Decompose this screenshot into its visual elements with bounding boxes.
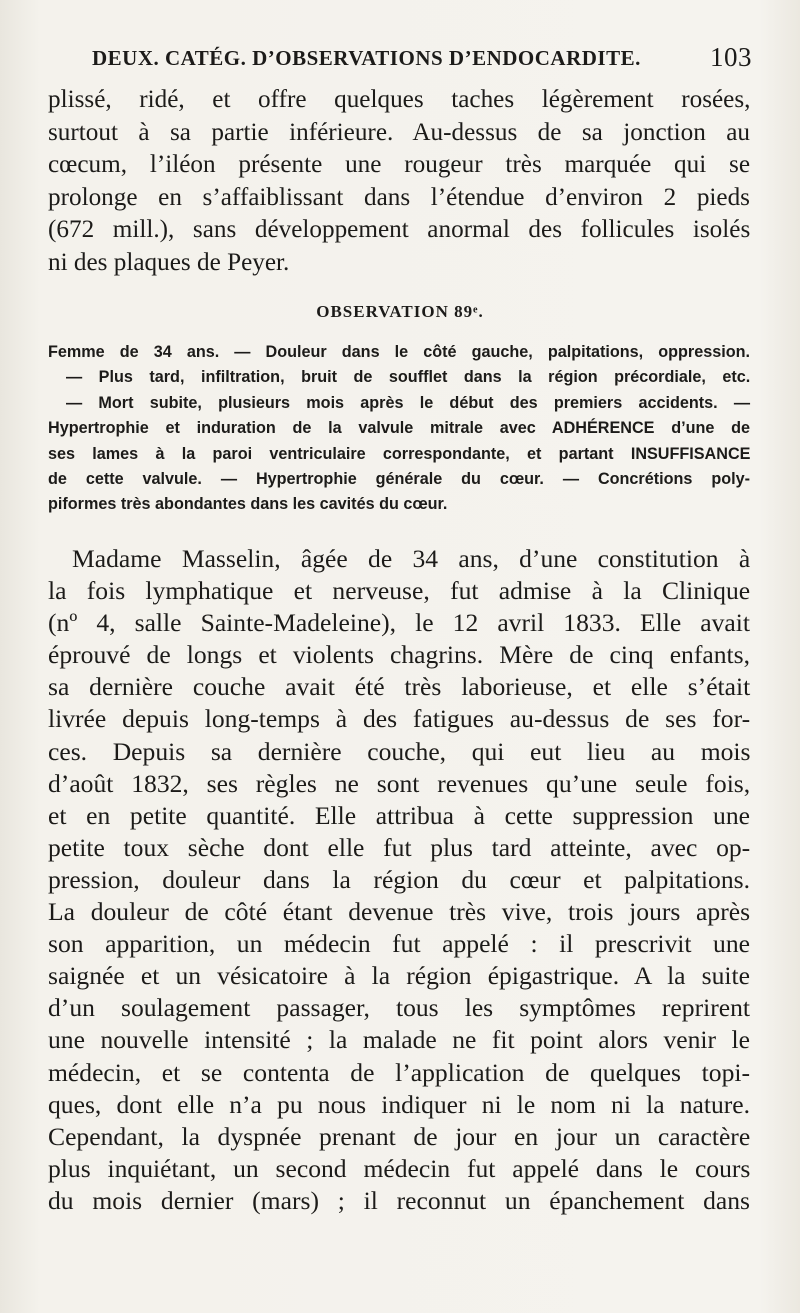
text-line: (672 mill.), sans développement anormal des follicules isolés [48,216,751,244]
summary-line: de cette valvule. — Hypertrophie générale du cœur. — Concrétions poly- [48,470,750,489]
running-head-title: DEUX. CATÉG. D’OBSERVATIONS D’ENDOCARDITE. [92,46,641,70]
observation-summary [48,340,750,518]
text-line: surtout à sa partie inférieure. Au-dessus de sa jonction au [48,118,750,146]
text-line: plissé, ridé, et offre quelques taches légèrement rosées, [48,86,751,113]
summary-line: Hypertrophie et induration de la valvule mitrale avec ADHÉRENCE d’une de [48,419,750,438]
observation-heading: OBSERVATION 89ᵉ. [316,302,484,321]
summary-line: Femme de 34 ans. — Douleur dans le côté gauche, palpitations, oppression. [48,343,750,361]
text-line: Madame Masselin, âgée de 34 ans, d’une constitution à [72,544,751,573]
text-line: prolonge en s’affaiblissant dans l’étendue d’environ 2 pieds [48,183,750,211]
summary-line: piformes très abondantes dans les cavités du cœur. [48,495,448,514]
text-line: éprouvé de longs et violents chagrins. Mère de cinq enfants, [48,640,750,670]
summary-line: — Mort subite, plusieurs mois après le début des premiers accidents. — [66,393,751,412]
text-line: d’août 1832, ses règles ne sont revenues qu’une seule fois, [48,768,751,798]
running-head [92,42,752,78]
text-line: livrée depuis long-temps à des fatigues au-dessus de ses for- [48,704,751,734]
text-line: plus inquiétant, un second médecin fut appelé dans le cours [48,1153,751,1183]
text-line: cœcum, l’iléon présente une rougeur très marquée qui se [48,151,751,179]
text-line: une nouvelle intensité ; la malade ne fit point alors venir le [48,1025,750,1055]
text-line: médecin, et se contenta de l’application de quelques topi- [48,1057,750,1087]
text-line: et en petite quantité. Elle attribua à cette suppression une [48,800,750,830]
case-paragraph [48,543,750,1217]
text-line: ques, dont elle n’a pu nous indiquer ni le nom ni la nature. [48,1089,751,1119]
text-line: pression, douleur dans la région du cœur et palpitations. [48,864,750,894]
text-line: la fois lymphatique et nerveuse, fut admise à la Clinique [48,576,751,606]
page-number: 103 [710,42,752,72]
text-line: ni des plaques de Peyer. [48,248,290,276]
text-line: ces. Depuis sa dernière couche, qui eut lieu au mois [48,736,751,766]
text-line: petite toux sèche dont elle fut plus tard atteinte, avec op- [48,832,751,862]
text-line: du mois dernier (mars) ; il reconnut un épanchement dans [48,1185,750,1215]
text-line: sa dernière couche avait été très laborieuse, et elle s’était [48,672,751,702]
summary-line: — Plus tard, infiltration, bruit de soufflet dans la région précordiale, etc. [66,368,751,387]
text-line: saignée et un vésicatoire à la région épigastrique. A la suite [48,961,750,991]
text-line: (nº 4, salle Sainte-Madeleine), le 12 avril 1833. Elle avait [48,608,750,638]
text-line: La douleur de côté étant devenue très vive, trois jours après [48,897,751,927]
summary-line: ses lames à la paroi ventriculaire correspondante, et partant INSUFFISANCE [48,444,751,463]
text-line: d’un soulagement passager, tous les symptômes reprirent [48,993,750,1023]
text-line: son apparition, un médecin fut appelé : il prescrivit une [48,929,750,959]
paragraph-continued [48,84,750,280]
text-line: Cependant, la dyspnée prenant de jour en jour un caractère [48,1121,751,1151]
